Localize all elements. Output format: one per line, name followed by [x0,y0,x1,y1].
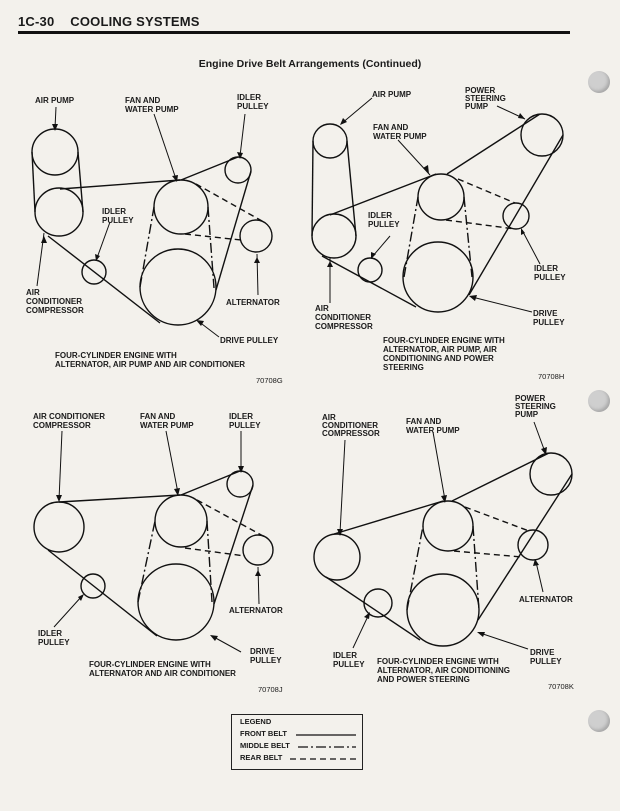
label-drive-pulley: DRIVE PULLEY [530,648,562,666]
label-drive-pulley: DRIVE PULLEY [220,336,279,345]
label-drive-pulley: DRIVE PULLEY [250,647,282,665]
page-number: 1C-30 [18,14,55,29]
binder-hole [588,71,610,93]
page-title: Engine Drive Belt Arrangements (Continued) [198,58,422,70]
label-idler-pulley-mid: IDLER PULLEY [368,211,400,229]
caption: FOUR-CYLINDER ENGINE WITH ALTERNATOR, AIR PUMP, AIR CONDITIONING AND POWER STEERING [383,336,505,372]
label-power-steering-pump: POWER STEERING PUMP [465,86,506,111]
rear-belt [454,507,529,557]
label-fan-water-pump: FAN AND WATER PUMP [406,417,460,435]
label-fan-water-pump: FAN AND WATER PUMP [125,96,179,114]
fan-water-pump-pulley [423,501,473,551]
caption: FOUR-CYLINDER ENGINE WITH ALTERNATOR, AIR CONDITIONING AND POWER STEERING [377,657,511,684]
figure-number: 70708H [538,372,565,381]
label-power-steering-pump: POWER STEERING PUMP [515,394,556,419]
front-belt [326,453,572,640]
legend-rear-belt-line [290,757,356,761]
label-air-pump: AIR PUMP [35,96,75,105]
binder-hole [588,390,610,412]
label-fan-water-pump: FAN AND WATER PUMP [140,412,194,430]
label-idler-pulley-bottom: IDLER PULLEY [38,629,70,647]
label-ac-compressor: AIR CONDITIONER COMPRESSOR [33,412,105,430]
figure-number: 70708K [548,682,574,691]
section-title: COOLING SYSTEMS [70,14,200,29]
figure-number: 70708G [256,376,283,385]
caption: FOUR-CYLINDER ENGINE WITH ALTERNATOR AND AIR CONDITIONER [89,660,236,678]
label-fan-water-pump: FAN AND WATER PUMP [373,123,427,141]
label-alternator: ALTERNATOR [519,595,573,604]
legend-item-front-belt: FRONT BELT [240,729,287,738]
label-drive-pulley: DRIVE PULLEY [533,309,565,327]
idler-pulley-lower [364,589,392,617]
label-ac-compressor: AIR CONDITIONER COMPRESSOR [26,288,84,315]
legend-front-belt-line [296,733,356,737]
legend-item-middle-belt: MIDDLE BELT [240,741,290,750]
label-idler-pulley-top: IDLER PULLEY [229,412,261,430]
legend-item-rear-belt: REAR BELT [240,753,283,762]
legend-box [231,714,363,770]
binder-hole [588,710,610,732]
legend-middle-belt-line [298,745,356,749]
middle-belt [407,526,479,610]
label-ac-compressor: AIR CONDITIONER COMPRESSOR [322,413,380,438]
legend-title: LEGEND [240,717,272,726]
drive-pulley [407,574,479,646]
ac-compressor-pulley [314,534,360,580]
label-alternator: ALTERNATOR [226,298,280,307]
label-idler-pulley-mid: IDLER PULLEY [102,207,134,225]
label-idler-pulley-top: IDLER PULLEY [237,93,269,111]
figure-number: 70708J [258,685,283,694]
label-alternator: ALTERNATOR [229,606,283,615]
label-air-pump: AIR PUMP [372,90,412,99]
label-idler-pulley-bottom: IDLER PULLEY [333,651,365,669]
label-idler-pulley-right: IDLER PULLEY [534,264,566,282]
caption: FOUR-CYLINDER ENGINE WITH ALTERNATOR, AIR PUMP AND AIR CONDITIONER [55,351,246,369]
label-ac-compressor: AIR CONDITIONER COMPRESSOR [315,304,373,331]
